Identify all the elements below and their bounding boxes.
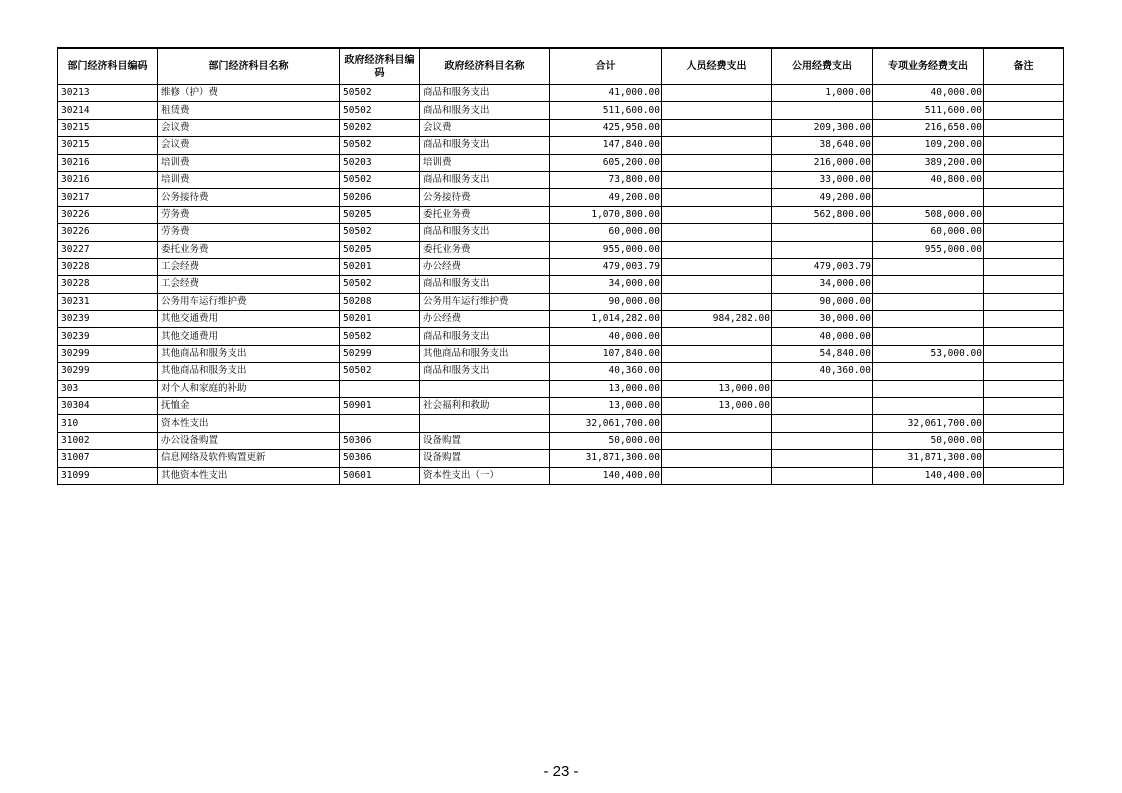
cell-total: 32,061,700.00 xyxy=(550,415,662,432)
cell-total: 34,000.00 xyxy=(550,276,662,293)
cell-personnel: 13,000.00 xyxy=(662,398,772,415)
cell-personnel xyxy=(662,345,772,362)
cell-remarks xyxy=(984,363,1064,380)
cell-special xyxy=(873,398,984,415)
cell-dept-name: 租赁费 xyxy=(158,102,340,119)
cell-remarks xyxy=(984,328,1064,345)
cell-personnel xyxy=(662,224,772,241)
cell-personnel xyxy=(662,206,772,223)
cell-total: 40,360.00 xyxy=(550,363,662,380)
table-row xyxy=(58,432,1064,449)
cell-dept-name: 劳务费 xyxy=(158,224,340,241)
cell-gov-code xyxy=(340,380,420,397)
cell-total: 50,000.00 xyxy=(550,432,662,449)
cell-remarks xyxy=(984,241,1064,258)
cell-remarks xyxy=(984,432,1064,449)
cell-gov-name: 商品和服务支出 xyxy=(420,224,550,241)
cell-total: 49,200.00 xyxy=(550,189,662,206)
cell-special: 508,000.00 xyxy=(873,206,984,223)
cell-gov-name: 委托业务费 xyxy=(420,206,550,223)
cell-public xyxy=(772,380,873,397)
cell-remarks xyxy=(984,85,1064,102)
cell-dept-code: 30215 xyxy=(58,119,158,136)
table-row xyxy=(58,311,1064,328)
cell-remarks xyxy=(984,224,1064,241)
cell-dept-name: 培训费 xyxy=(158,171,340,188)
cell-personnel xyxy=(662,276,772,293)
cell-gov-name: 商品和服务支出 xyxy=(420,328,550,345)
cell-gov-code: 50206 xyxy=(340,189,420,206)
cell-total: 511,600.00 xyxy=(550,102,662,119)
header-public: 公用经费支出 xyxy=(772,48,873,85)
cell-dept-code: 30239 xyxy=(58,311,158,328)
cell-special: 955,000.00 xyxy=(873,241,984,258)
cell-gov-code: 50201 xyxy=(340,258,420,275)
cell-gov-name: 资本性支出（一） xyxy=(420,467,550,484)
cell-remarks xyxy=(984,311,1064,328)
cell-dept-code: 30213 xyxy=(58,85,158,102)
cell-remarks xyxy=(984,293,1064,310)
cell-gov-code: 50601 xyxy=(340,467,420,484)
cell-dept-code: 31007 xyxy=(58,450,158,467)
cell-gov-code: 50502 xyxy=(340,137,420,154)
cell-remarks xyxy=(984,276,1064,293)
cell-public xyxy=(772,102,873,119)
cell-total: 31,871,300.00 xyxy=(550,450,662,467)
table-row xyxy=(58,171,1064,188)
cell-gov-name: 社会福利和救助 xyxy=(420,398,550,415)
cell-remarks xyxy=(984,398,1064,415)
cell-remarks xyxy=(984,467,1064,484)
cell-personnel xyxy=(662,415,772,432)
cell-public: 30,000.00 xyxy=(772,311,873,328)
cell-dept-code: 303 xyxy=(58,380,158,397)
cell-gov-code: 50203 xyxy=(340,154,420,171)
table-row xyxy=(58,363,1064,380)
cell-public xyxy=(772,241,873,258)
cell-dept-name: 工会经费 xyxy=(158,258,340,275)
cell-personnel xyxy=(662,119,772,136)
cell-dept-name: 其他交通费用 xyxy=(158,328,340,345)
cell-total: 147,840.00 xyxy=(550,137,662,154)
cell-public: 216,000.00 xyxy=(772,154,873,171)
cell-personnel: 984,282.00 xyxy=(662,311,772,328)
cell-gov-name: 委托业务费 xyxy=(420,241,550,258)
cell-remarks xyxy=(984,415,1064,432)
cell-remarks xyxy=(984,258,1064,275)
table-row xyxy=(58,380,1064,397)
cell-public xyxy=(772,415,873,432)
cell-public: 1,000.00 xyxy=(772,85,873,102)
cell-dept-name: 信息网络及软件购置更新 xyxy=(158,450,340,467)
cell-public: 40,000.00 xyxy=(772,328,873,345)
cell-gov-code: 50306 xyxy=(340,450,420,467)
cell-total: 107,840.00 xyxy=(550,345,662,362)
cell-total: 605,200.00 xyxy=(550,154,662,171)
cell-special xyxy=(873,293,984,310)
cell-total: 140,400.00 xyxy=(550,467,662,484)
cell-total: 13,000.00 xyxy=(550,380,662,397)
header-special: 专项业务经费支出 xyxy=(873,48,984,85)
cell-gov-code: 50205 xyxy=(340,241,420,258)
header-remarks: 备注 xyxy=(984,48,1064,85)
header-dept-name: 部门经济科目名称 xyxy=(158,48,340,85)
cell-public xyxy=(772,224,873,241)
cell-dept-code: 30228 xyxy=(58,258,158,275)
page-number: - 23 - xyxy=(543,763,579,780)
cell-remarks xyxy=(984,154,1064,171)
cell-remarks xyxy=(984,102,1064,119)
cell-personnel xyxy=(662,363,772,380)
cell-public: 33,000.00 xyxy=(772,171,873,188)
cell-dept-code: 30226 xyxy=(58,224,158,241)
cell-personnel xyxy=(662,85,772,102)
cell-dept-name: 办公设备购置 xyxy=(158,432,340,449)
cell-total: 955,000.00 xyxy=(550,241,662,258)
cell-gov-code: 50306 xyxy=(340,432,420,449)
cell-special xyxy=(873,363,984,380)
cell-gov-code: 50299 xyxy=(340,345,420,362)
header-personnel: 人员经费支出 xyxy=(662,48,772,85)
cell-dept-code: 30239 xyxy=(58,328,158,345)
cell-dept-name: 对个人和家庭的补助 xyxy=(158,380,340,397)
cell-total: 90,000.00 xyxy=(550,293,662,310)
cell-special: 31,871,300.00 xyxy=(873,450,984,467)
cell-special: 40,000.00 xyxy=(873,85,984,102)
cell-dept-name: 其他商品和服务支出 xyxy=(158,363,340,380)
cell-gov-code: 50502 xyxy=(340,276,420,293)
cell-total: 73,800.00 xyxy=(550,171,662,188)
cell-gov-name: 公务用车运行维护费 xyxy=(420,293,550,310)
cell-total: 425,950.00 xyxy=(550,119,662,136)
table-row xyxy=(58,119,1064,136)
cell-gov-name: 办公经费 xyxy=(420,258,550,275)
cell-special xyxy=(873,189,984,206)
cell-public: 562,800.00 xyxy=(772,206,873,223)
cell-gov-name: 商品和服务支出 xyxy=(420,276,550,293)
cell-dept-code: 31099 xyxy=(58,467,158,484)
cell-dept-code: 30226 xyxy=(58,206,158,223)
cell-dept-name: 公务接待费 xyxy=(158,189,340,206)
cell-gov-name: 设备购置 xyxy=(420,432,550,449)
table-header xyxy=(58,48,1064,85)
cell-dept-name: 会议费 xyxy=(158,119,340,136)
cell-personnel xyxy=(662,189,772,206)
table-row xyxy=(58,102,1064,119)
cell-special xyxy=(873,258,984,275)
cell-public: 34,000.00 xyxy=(772,276,873,293)
cell-gov-name: 设备购置 xyxy=(420,450,550,467)
cell-dept-name: 其他资本性支出 xyxy=(158,467,340,484)
cell-special xyxy=(873,380,984,397)
cell-dept-code: 30217 xyxy=(58,189,158,206)
cell-special xyxy=(873,311,984,328)
cell-special: 32,061,700.00 xyxy=(873,415,984,432)
cell-personnel xyxy=(662,102,772,119)
cell-total: 60,000.00 xyxy=(550,224,662,241)
cell-dept-code: 30299 xyxy=(58,345,158,362)
cell-dept-name: 其他交通费用 xyxy=(158,311,340,328)
cell-dept-code: 30231 xyxy=(58,293,158,310)
header-row xyxy=(58,48,1064,85)
cell-gov-name: 商品和服务支出 xyxy=(420,85,550,102)
cell-dept-name: 公务用车运行维护费 xyxy=(158,293,340,310)
cell-gov-code: 50205 xyxy=(340,206,420,223)
cell-personnel xyxy=(662,432,772,449)
cell-remarks xyxy=(984,450,1064,467)
cell-gov-name: 商品和服务支出 xyxy=(420,171,550,188)
cell-gov-code: 50502 xyxy=(340,102,420,119)
cell-gov-code: 50502 xyxy=(340,85,420,102)
cell-dept-code: 310 xyxy=(58,415,158,432)
table-row xyxy=(58,258,1064,275)
header-gov-code: 政府经济科目编码 xyxy=(340,48,420,85)
cell-public: 49,200.00 xyxy=(772,189,873,206)
cell-gov-name: 会议费 xyxy=(420,119,550,136)
table-row xyxy=(58,293,1064,310)
cell-dept-code: 30304 xyxy=(58,398,158,415)
cell-public xyxy=(772,450,873,467)
cell-special: 140,400.00 xyxy=(873,467,984,484)
cell-gov-code: 50502 xyxy=(340,328,420,345)
table-row xyxy=(58,137,1064,154)
budget-table xyxy=(57,47,1064,485)
table-row xyxy=(58,276,1064,293)
cell-public: 54,840.00 xyxy=(772,345,873,362)
cell-remarks xyxy=(984,380,1064,397)
cell-gov-code: 50502 xyxy=(340,171,420,188)
table-row xyxy=(58,398,1064,415)
header-gov-name: 政府经济科目名称 xyxy=(420,48,550,85)
table-row xyxy=(58,224,1064,241)
cell-gov-code: 50208 xyxy=(340,293,420,310)
cell-dept-code: 30227 xyxy=(58,241,158,258)
cell-total: 1,070,800.00 xyxy=(550,206,662,223)
table-row xyxy=(58,467,1064,484)
cell-personnel xyxy=(662,241,772,258)
table-row xyxy=(58,206,1064,223)
cell-gov-name xyxy=(420,380,550,397)
cell-gov-name: 公务接待费 xyxy=(420,189,550,206)
table-body xyxy=(58,85,1064,485)
cell-dept-name: 抚恤金 xyxy=(158,398,340,415)
cell-dept-code: 30228 xyxy=(58,276,158,293)
cell-remarks xyxy=(984,189,1064,206)
cell-remarks xyxy=(984,171,1064,188)
cell-gov-name: 办公经费 xyxy=(420,311,550,328)
cell-dept-name: 劳务费 xyxy=(158,206,340,223)
header-total: 合计 xyxy=(550,48,662,85)
cell-dept-code: 30299 xyxy=(58,363,158,380)
cell-gov-name: 培训费 xyxy=(420,154,550,171)
cell-personnel xyxy=(662,171,772,188)
cell-gov-code: 50901 xyxy=(340,398,420,415)
cell-personnel xyxy=(662,467,772,484)
table-row xyxy=(58,415,1064,432)
table-row xyxy=(58,328,1064,345)
cell-special xyxy=(873,328,984,345)
cell-public xyxy=(772,467,873,484)
cell-remarks xyxy=(984,345,1064,362)
cell-special: 511,600.00 xyxy=(873,102,984,119)
cell-public: 209,300.00 xyxy=(772,119,873,136)
table-row xyxy=(58,85,1064,102)
cell-gov-name: 商品和服务支出 xyxy=(420,137,550,154)
cell-personnel xyxy=(662,293,772,310)
cell-public: 38,640.00 xyxy=(772,137,873,154)
cell-gov-code: 50502 xyxy=(340,224,420,241)
cell-dept-name: 维修（护）费 xyxy=(158,85,340,102)
cell-dept-code: 30215 xyxy=(58,137,158,154)
cell-dept-code: 31002 xyxy=(58,432,158,449)
cell-special xyxy=(873,276,984,293)
cell-gov-code: 50502 xyxy=(340,363,420,380)
cell-dept-code: 30216 xyxy=(58,154,158,171)
cell-special: 216,650.00 xyxy=(873,119,984,136)
cell-gov-name: 其他商品和服务支出 xyxy=(420,345,550,362)
cell-total: 13,000.00 xyxy=(550,398,662,415)
cell-public: 90,000.00 xyxy=(772,293,873,310)
cell-gov-name xyxy=(420,415,550,432)
cell-personnel xyxy=(662,154,772,171)
cell-dept-name: 资本性支出 xyxy=(158,415,340,432)
cell-gov-code: 50201 xyxy=(340,311,420,328)
cell-dept-name: 会议费 xyxy=(158,137,340,154)
cell-personnel xyxy=(662,258,772,275)
cell-personnel: 13,000.00 xyxy=(662,380,772,397)
table-row xyxy=(58,345,1064,362)
cell-special: 389,200.00 xyxy=(873,154,984,171)
cell-personnel xyxy=(662,450,772,467)
cell-public xyxy=(772,432,873,449)
cell-dept-code: 30216 xyxy=(58,171,158,188)
cell-special: 40,800.00 xyxy=(873,171,984,188)
cell-dept-name: 工会经费 xyxy=(158,276,340,293)
table-row xyxy=(58,450,1064,467)
cell-public: 40,360.00 xyxy=(772,363,873,380)
cell-gov-code xyxy=(340,415,420,432)
cell-dept-code: 30214 xyxy=(58,102,158,119)
cell-remarks xyxy=(984,206,1064,223)
cell-special: 50,000.00 xyxy=(873,432,984,449)
cell-public xyxy=(772,398,873,415)
table-row xyxy=(58,189,1064,206)
cell-public: 479,003.79 xyxy=(772,258,873,275)
cell-personnel xyxy=(662,137,772,154)
cell-gov-code: 50202 xyxy=(340,119,420,136)
cell-total: 479,003.79 xyxy=(550,258,662,275)
cell-dept-name: 委托业务费 xyxy=(158,241,340,258)
cell-gov-name: 商品和服务支出 xyxy=(420,363,550,380)
cell-total: 1,014,282.00 xyxy=(550,311,662,328)
cell-special: 53,000.00 xyxy=(873,345,984,362)
cell-dept-name: 培训费 xyxy=(158,154,340,171)
table-row xyxy=(58,154,1064,171)
cell-total: 41,000.00 xyxy=(550,85,662,102)
cell-total: 40,000.00 xyxy=(550,328,662,345)
header-dept-code: 部门经济科目编码 xyxy=(58,48,158,85)
table-row xyxy=(58,241,1064,258)
cell-remarks xyxy=(984,119,1064,136)
cell-special: 109,200.00 xyxy=(873,137,984,154)
cell-remarks xyxy=(984,137,1064,154)
cell-special: 60,000.00 xyxy=(873,224,984,241)
cell-dept-name: 其他商品和服务支出 xyxy=(158,345,340,362)
cell-personnel xyxy=(662,328,772,345)
cell-gov-name: 商品和服务支出 xyxy=(420,102,550,119)
